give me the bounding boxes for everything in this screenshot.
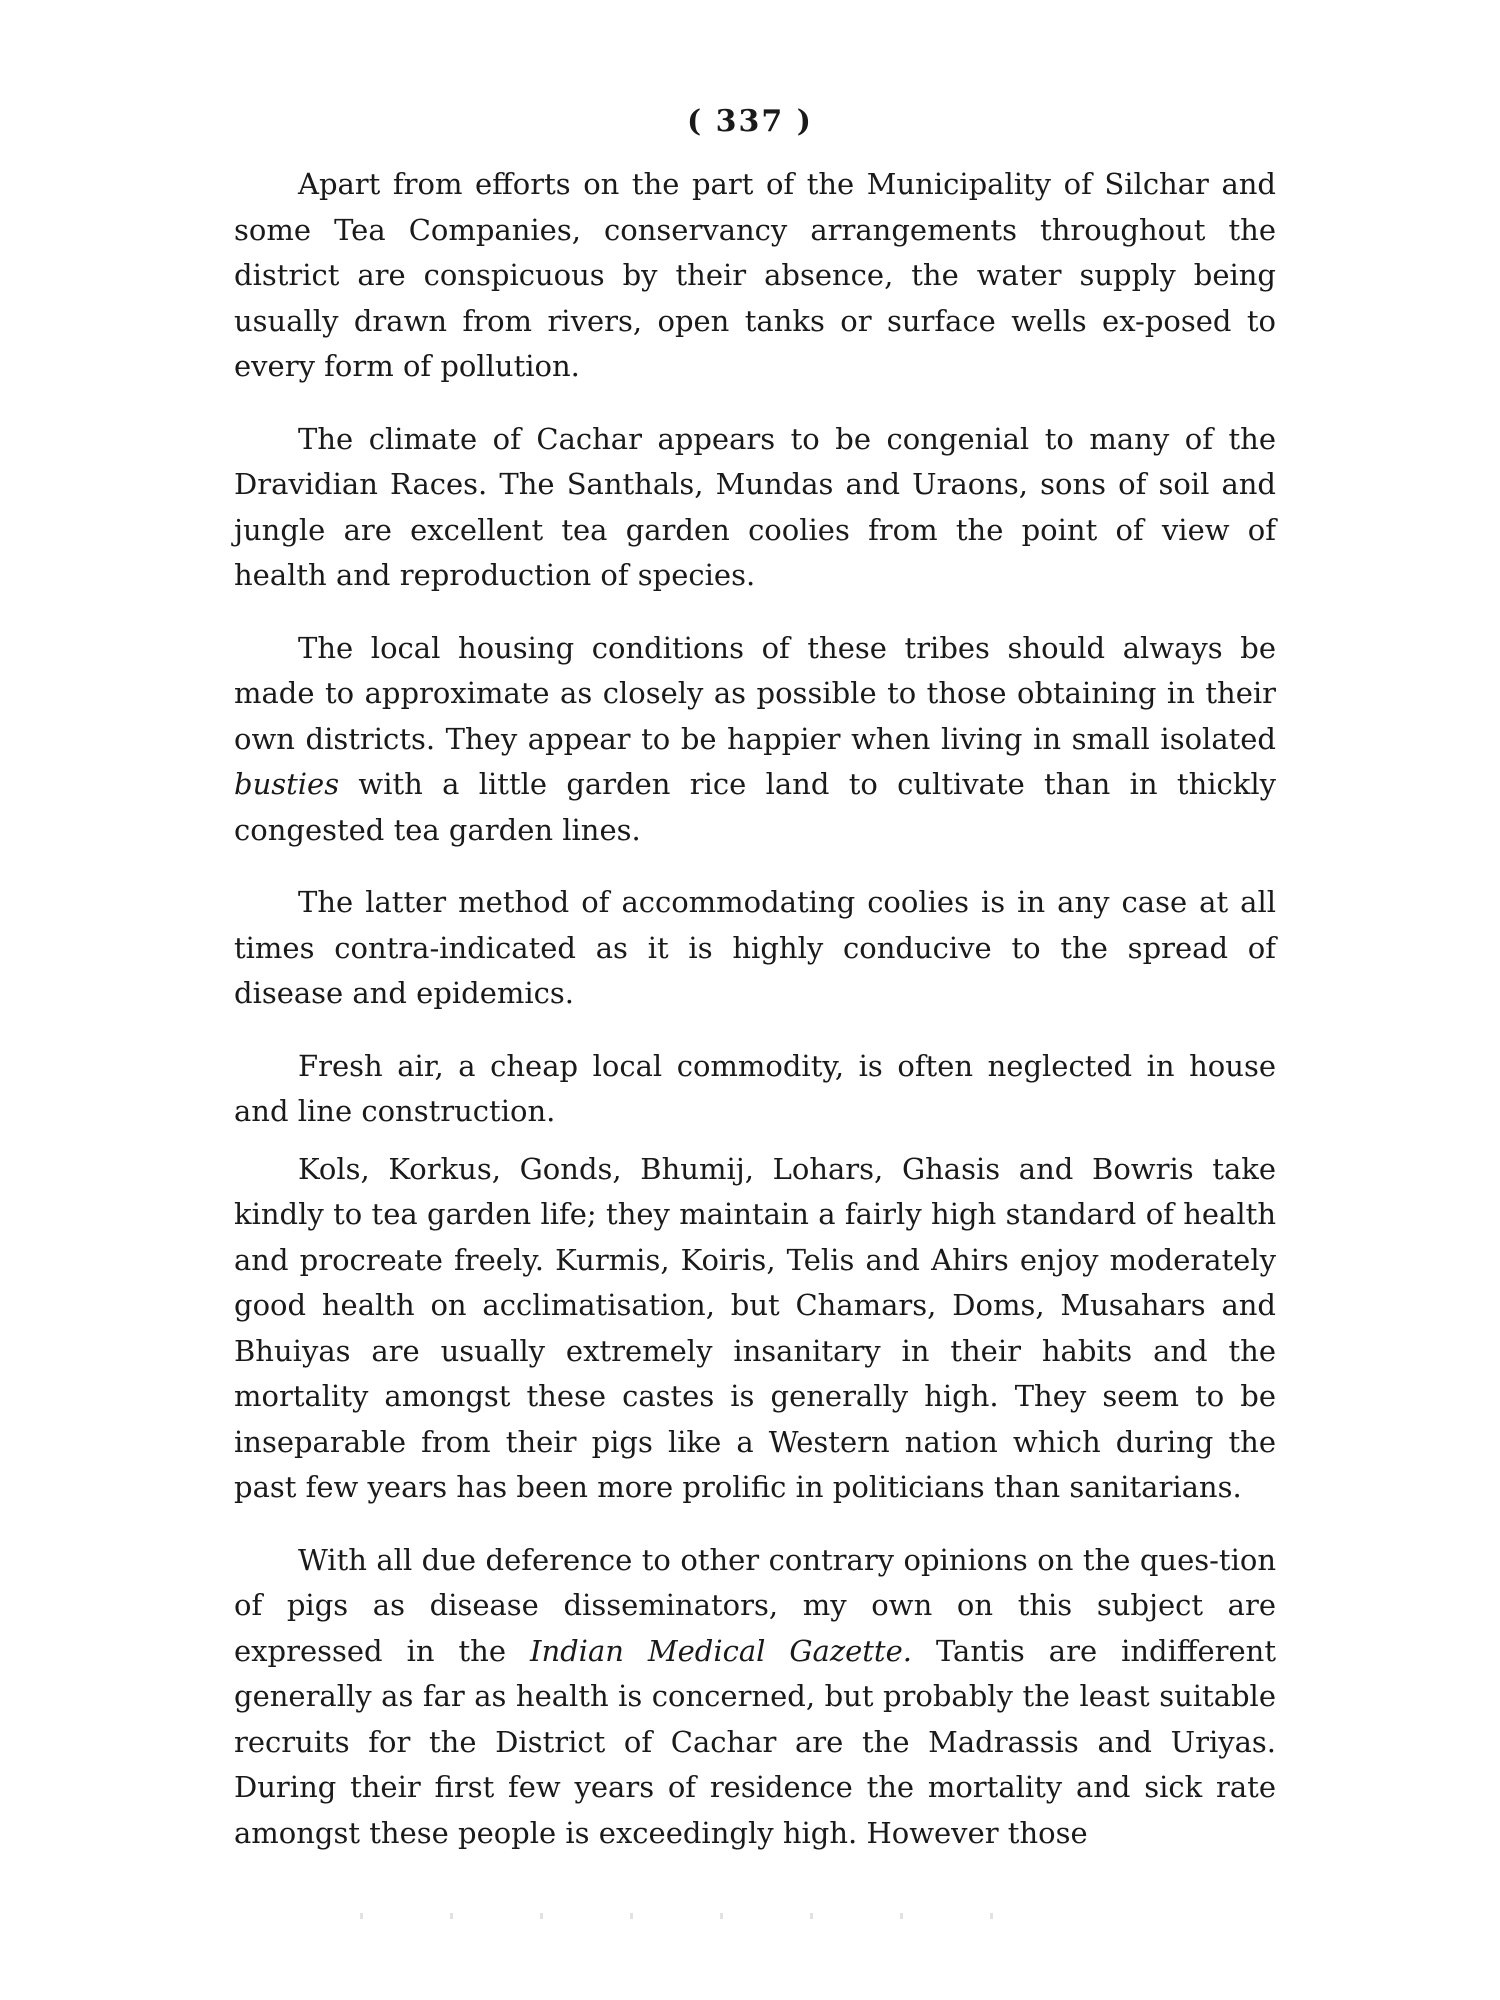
page-number: ( 337 ) bbox=[687, 104, 813, 139]
paragraph-housing-end: with a little garden rice land to cultivate than in thickly congested tea garden lines. bbox=[234, 767, 1276, 847]
paragraph-conservancy: Apart from efforts on the part of the Municipality of Silchar and some Tea Companies, conservancy arrangements throughout the district are conspicuous by their absence, the water supply being usually drawn from rivers, open tanks or surface wells ex-posed to every form of pollution. bbox=[234, 167, 1276, 383]
paragraph-castes: Kols, Korkus, Gonds, Bhumij, Lohars, Ghasis and Bowris take kindly to tea garden life; they maintain a fairly high standard of health and procreate freely. Kurmis, Koiris, Telis and Ahirs enjoy moderately good health on acclimatisation, but Chamars, Doms, Musahars and Bhuiyas are usually extremely insanitary in their habits and the mortality amongst these castes is generally high. They seem to be inseparable from their pigs like a Western nation which during the past few years has been more prolific in politicians than sanitarians. bbox=[234, 1151, 1276, 1504]
scan-artifact bbox=[360, 1913, 1000, 1919]
italic-term-busties: busties bbox=[234, 767, 340, 801]
paragraph-pigs-end: Tantis are indifferent generally as far as health is concerned, but probably the least suitable recruits for the District of Cachar are the Madrassis and Uriyas. During their first few years of residence the mortality and sick rate amongst these people is exceedingly high. However those bbox=[234, 1633, 1276, 1850]
paragraph-housing-start: The local housing conditions of these tribes should always be made to approximate as closely as possible to those obtaining in their own districts. They appear to be happier when living in small isolated bbox=[234, 630, 1276, 756]
italic-journal-title: Indian Medical Gazette. bbox=[529, 1633, 912, 1668]
paragraph-climate: The climate of Cachar appears to be congenial to many of the Dravidian Races. The Santhals, Mundas and Uraons, sons of soil and jungle are excellent tea garden coolies from the point of view of health and reproduction of species. bbox=[234, 421, 1276, 592]
body-text bbox=[234, 162, 1276, 1856]
paragraph-pigs-start: With all due deference to other contrary opinions on the ques-tion of pigs as disease disseminators, my own on this subject are expressed in the bbox=[234, 1542, 1276, 1668]
paragraph-accommodation: The latter method of accommodating coolies is in any case at all times contra-indicated as it is highly conducive to the spread of disease and epidemics. bbox=[234, 885, 1276, 1010]
paragraph-housing bbox=[234, 626, 1276, 854]
paragraph-fresh-air: Fresh air, a cheap local commodity, is often neglected in house and line construction. bbox=[234, 1048, 1276, 1128]
paragraph-pigs bbox=[234, 1538, 1276, 1857]
